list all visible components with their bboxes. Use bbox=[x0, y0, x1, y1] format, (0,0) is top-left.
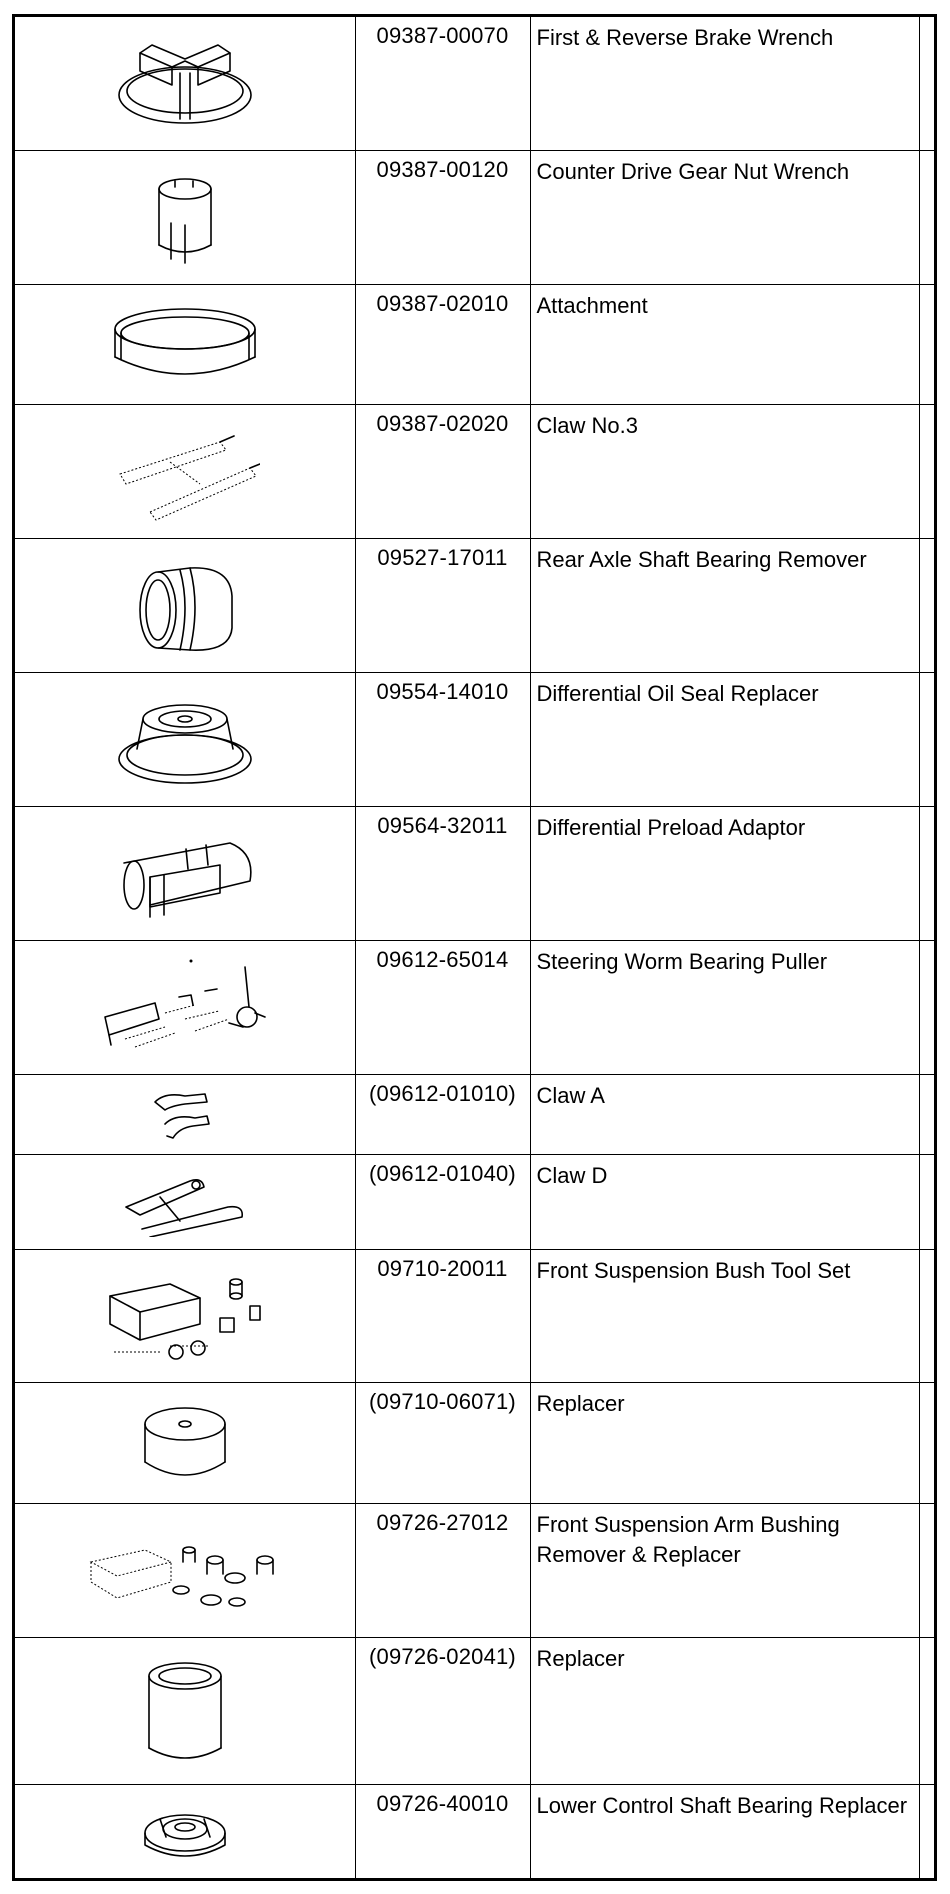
tool-illustration-cell bbox=[15, 940, 355, 1074]
blank-column-cell bbox=[919, 1785, 934, 1879]
part-number: 09710-20011 bbox=[355, 1249, 530, 1383]
blank-column-cell bbox=[919, 150, 934, 284]
part-number: 09726-40010 bbox=[355, 1785, 530, 1879]
tool-illustration-cell bbox=[15, 539, 355, 673]
shaft-bearing-replacer-icon bbox=[140, 1797, 230, 1867]
tool-name: Attachment bbox=[530, 284, 919, 405]
blank-column-cell bbox=[919, 405, 934, 539]
seal-replacer-icon bbox=[115, 689, 255, 789]
part-number: 09726-27012 bbox=[355, 1504, 530, 1638]
bushing-remover-set-icon bbox=[85, 1520, 285, 1620]
blank-column-cell bbox=[919, 1637, 934, 1784]
part-number: 09387-00120 bbox=[355, 150, 530, 284]
tool-name: Claw No.3 bbox=[530, 405, 919, 539]
tool-name: Steering Worm Bearing Puller bbox=[530, 940, 919, 1074]
tool-illustration-cell bbox=[15, 1155, 355, 1249]
tool-name: Lower Control Shaft Bearing Replacer bbox=[530, 1785, 919, 1879]
tool-name: Counter Drive Gear Nut Wrench bbox=[530, 150, 919, 284]
tool-name: Front Suspension Arm Bushing Remover & Replacer bbox=[530, 1504, 919, 1638]
table-row bbox=[15, 284, 934, 405]
replacer-disc-icon bbox=[135, 1398, 235, 1488]
blank-column-cell bbox=[919, 940, 934, 1074]
tool-name: Front Suspension Bush Tool Set bbox=[530, 1249, 919, 1383]
table-row bbox=[15, 539, 934, 673]
tool-illustration-cell bbox=[15, 1383, 355, 1504]
tool-illustration-cell bbox=[15, 150, 355, 284]
claw-pair-icon bbox=[110, 422, 260, 522]
brake-wrench-icon bbox=[110, 33, 260, 133]
tool-name: Differential Oil Seal Replacer bbox=[530, 672, 919, 806]
tool-illustration-cell bbox=[15, 1637, 355, 1784]
part-number: 09564-32011 bbox=[355, 806, 530, 940]
table-row bbox=[15, 1074, 934, 1155]
part-number: 09387-00070 bbox=[355, 17, 530, 150]
puller-set-icon bbox=[95, 957, 275, 1057]
table-row bbox=[15, 1637, 934, 1784]
tool-name: Claw A bbox=[530, 1074, 919, 1155]
table-row bbox=[15, 940, 934, 1074]
tools-table bbox=[15, 17, 934, 1878]
table-row bbox=[15, 1504, 934, 1638]
tool-name: Differential Preload Adaptor bbox=[530, 806, 919, 940]
blank-column-cell bbox=[919, 806, 934, 940]
claw-a-icon bbox=[145, 1084, 225, 1144]
part-number: (09710-06071) bbox=[355, 1383, 530, 1504]
blank-column-cell bbox=[919, 1249, 934, 1383]
bearing-remover-icon bbox=[130, 556, 240, 656]
tool-illustration-cell bbox=[15, 405, 355, 539]
tool-name: First & Reverse Brake Wrench bbox=[530, 17, 919, 150]
tool-illustration-cell bbox=[15, 1504, 355, 1638]
table-row bbox=[15, 150, 934, 284]
part-number: 09527-17011 bbox=[355, 539, 530, 673]
part-number: 09387-02010 bbox=[355, 284, 530, 405]
ring-attachment-icon bbox=[110, 299, 260, 389]
table-row bbox=[15, 1785, 934, 1879]
claw-d-icon bbox=[120, 1167, 250, 1237]
part-number: 09612-65014 bbox=[355, 940, 530, 1074]
blank-column-cell bbox=[919, 1074, 934, 1155]
tool-name: Claw D bbox=[530, 1155, 919, 1249]
replacer-cylinder-icon bbox=[140, 1656, 230, 1766]
tool-name: Replacer bbox=[530, 1637, 919, 1784]
table-row bbox=[15, 405, 934, 539]
table-row bbox=[15, 1249, 934, 1383]
tool-illustration-cell bbox=[15, 17, 355, 150]
preload-adaptor-icon bbox=[110, 823, 260, 923]
part-number: (09612-01040) bbox=[355, 1155, 530, 1249]
table-row bbox=[15, 1383, 934, 1504]
blank-column-cell bbox=[919, 284, 934, 405]
tool-illustration-cell bbox=[15, 1074, 355, 1155]
blank-column-cell bbox=[919, 672, 934, 806]
blank-column-cell bbox=[919, 1383, 934, 1504]
tool-illustration-cell bbox=[15, 284, 355, 405]
table-row bbox=[15, 17, 934, 150]
tool-name: Replacer bbox=[530, 1383, 919, 1504]
tool-name: Rear Axle Shaft Bearing Remover bbox=[530, 539, 919, 673]
nut-wrench-icon bbox=[145, 167, 225, 267]
part-number: (09612-01010) bbox=[355, 1074, 530, 1155]
bush-tool-set-icon bbox=[100, 1266, 270, 1366]
tool-illustration-cell bbox=[15, 672, 355, 806]
tool-illustration-cell bbox=[15, 806, 355, 940]
part-number: (09726-02041) bbox=[355, 1637, 530, 1784]
blank-column-cell bbox=[919, 539, 934, 673]
part-number: 09554-14010 bbox=[355, 672, 530, 806]
tool-illustration-cell bbox=[15, 1785, 355, 1879]
tool-illustration-cell bbox=[15, 1249, 355, 1383]
part-number: 09387-02020 bbox=[355, 405, 530, 539]
table-row bbox=[15, 672, 934, 806]
blank-column-cell bbox=[919, 17, 934, 150]
blank-column-cell bbox=[919, 1155, 934, 1249]
special-service-tools-table bbox=[12, 14, 937, 1881]
blank-column-cell bbox=[919, 1504, 934, 1638]
table-row bbox=[15, 1155, 934, 1249]
table-row bbox=[15, 806, 934, 940]
